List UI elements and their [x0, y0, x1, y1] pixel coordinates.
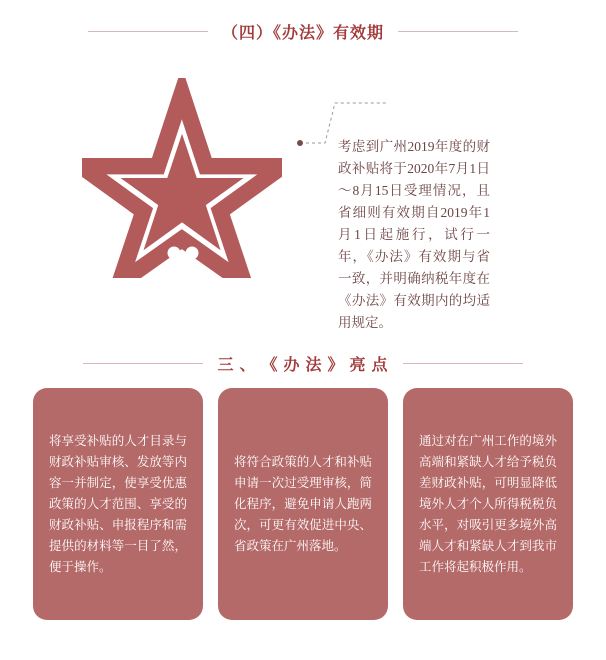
section-heading-highlights: [0, 352, 606, 375]
heading2-rule-right: [403, 363, 523, 364]
card-text: 将符合政策的人才和补贴申请一次过受理审核，简化程序，避免申请人跑两次，可更有效促进中央、省政策在广州落地。: [234, 454, 372, 553]
list-item: [218, 388, 388, 620]
star-icon: [82, 78, 282, 278]
heading-rule-right: [398, 31, 518, 32]
star-dot-left: [168, 247, 181, 260]
heading2-rule-left: [83, 363, 203, 364]
list-item: [33, 388, 203, 620]
section-title-highlights: 三 、 《 办 法 》 亮 点: [217, 357, 389, 374]
leader-dot-icon: [297, 140, 303, 146]
card-text: 通过对在广州工作的境外高端和紧缺人才给予税负差财政补贴，可明显降低境外人才个人所得税税负水平，对吸引更多境外高端人才和紧缺人才到我市工作将起积极作用。: [419, 433, 557, 574]
highlight-card-list: [0, 388, 606, 620]
star-illustration: [82, 78, 282, 278]
star-dot-bottom: [177, 264, 190, 277]
section-title-validity: （四）《办法》有效期: [221, 25, 384, 42]
heading-rule-left: [88, 31, 208, 32]
list-item: [403, 388, 573, 620]
star-dot-right: [186, 247, 199, 260]
card-text: 将享受补贴的人才目录与财政补贴审核、发放等内容一并制定，使享受优惠政策的人才范围、享受的财政补贴、申报程序和需提供的材料等一目了然，便于操作。: [49, 433, 187, 574]
section-heading-validity: [0, 20, 606, 43]
validity-note-text: 考虑到广州2019年度的财政补贴将于2020年7月1日～8月15日受理情况，且省细则有效期自2019年1月1日起施行，试行一年，《办法》有效期与省一致，并明确纳税年度在《办法》有效期内的均适用规定。: [338, 138, 490, 330]
